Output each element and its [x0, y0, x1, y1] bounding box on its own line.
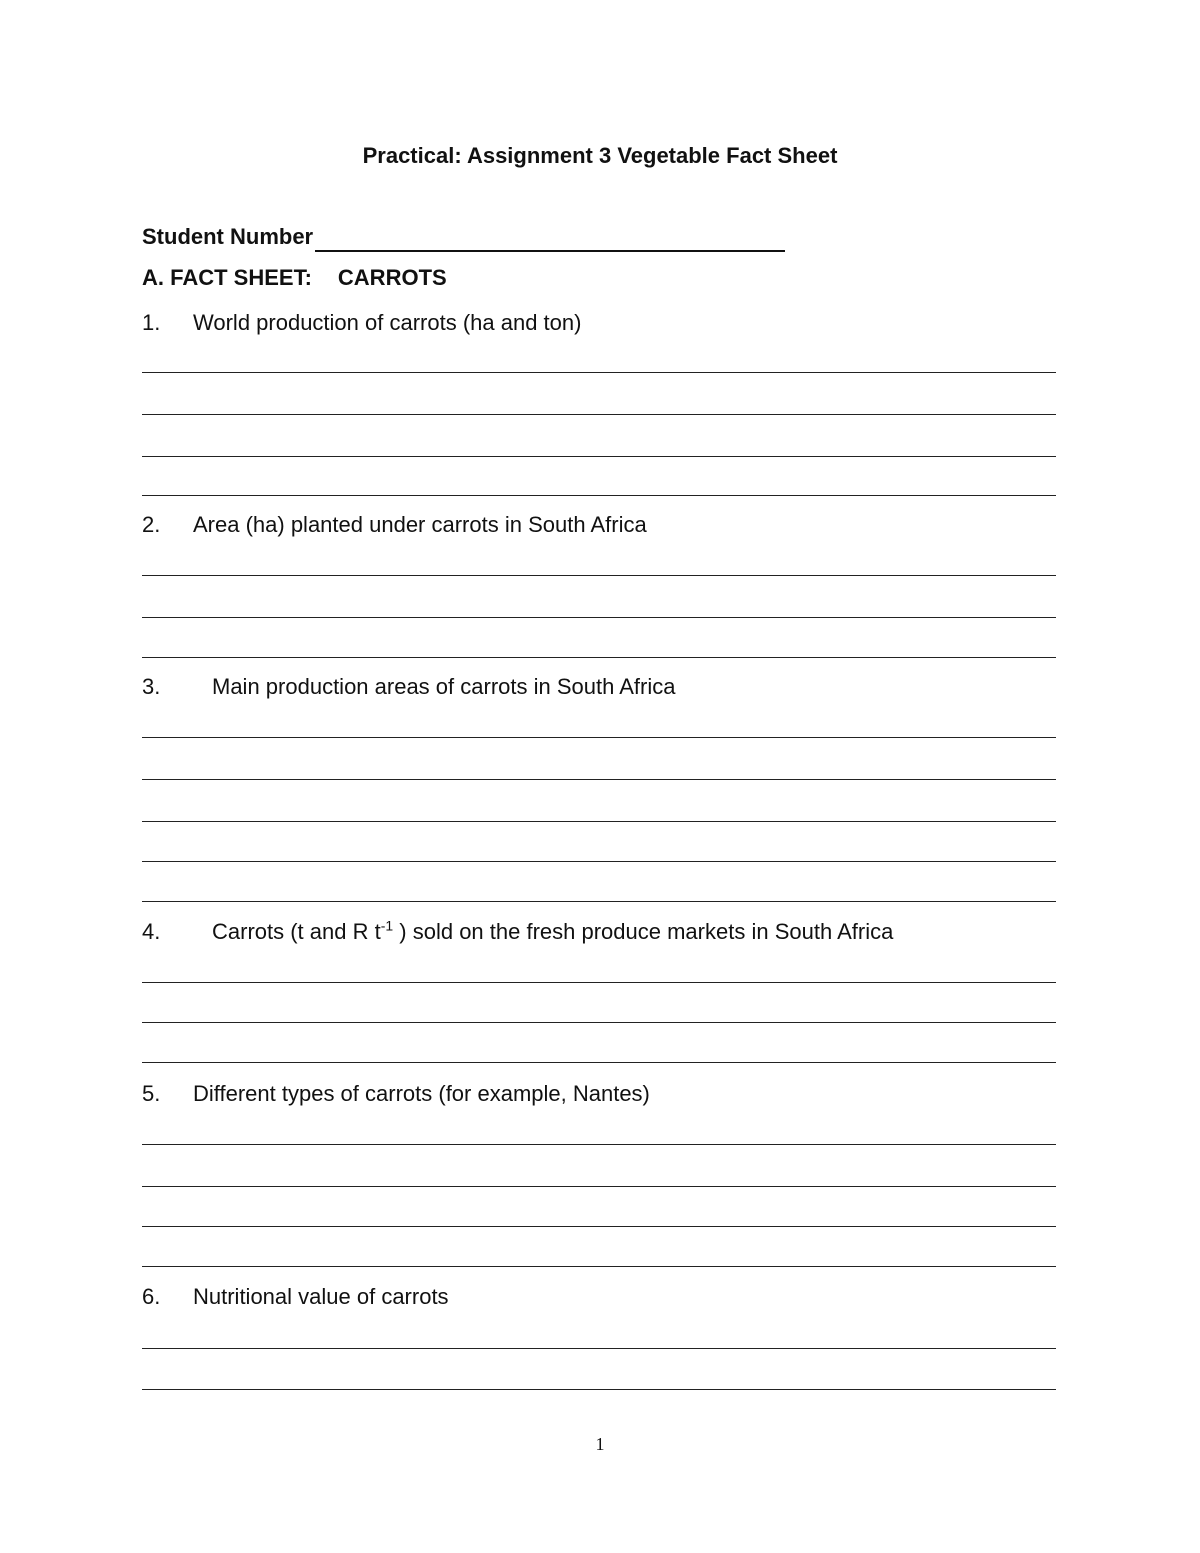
- answer-line[interactable]: [142, 414, 1056, 415]
- student-number-field[interactable]: [315, 226, 785, 252]
- page-title: Practical: Assignment 3 Vegetable Fact Sheet: [362, 143, 838, 168]
- question-text-part: ) sold on the fresh produce markets in South Africa: [393, 919, 894, 944]
- question-number: 2.: [142, 512, 161, 537]
- question-text-part: Carrots (t and R t: [212, 919, 381, 944]
- answer-line[interactable]: [142, 1348, 1056, 1349]
- question-6: [142, 1282, 449, 1312]
- section-crop: CARROTS: [337, 265, 447, 290]
- answer-line[interactable]: [142, 737, 1056, 738]
- question-3: [142, 672, 676, 702]
- question-text: Main production areas of carrots in South Africa: [212, 674, 676, 699]
- question-5: [142, 1079, 650, 1109]
- answer-line[interactable]: [142, 1062, 1056, 1063]
- question-2: [142, 510, 647, 540]
- question-1: [142, 308, 582, 338]
- answer-line[interactable]: [142, 861, 1056, 862]
- answer-line[interactable]: [142, 1022, 1056, 1023]
- answer-line[interactable]: [142, 495, 1056, 496]
- question-number: 4.: [142, 919, 161, 944]
- question-number: 3.: [142, 674, 161, 699]
- section-heading: [142, 263, 447, 293]
- answer-line[interactable]: [142, 1144, 1056, 1145]
- question-number: 5.: [142, 1081, 161, 1106]
- answer-line[interactable]: [142, 1226, 1056, 1227]
- answer-line[interactable]: [142, 901, 1056, 902]
- question-number: 1.: [142, 310, 161, 335]
- question-4: [142, 917, 894, 947]
- answer-line[interactable]: [142, 657, 1056, 658]
- question-text: Area (ha) planted under carrots in South Africa: [193, 512, 647, 537]
- answer-line[interactable]: [142, 456, 1056, 457]
- question-number: 6.: [142, 1284, 161, 1309]
- question-text: Different types of carrots (for example, Nantes): [193, 1081, 650, 1106]
- section-label: A. FACT SHEET:: [142, 265, 312, 290]
- answer-line[interactable]: [142, 1266, 1056, 1267]
- unit-superscript: -1: [380, 917, 394, 934]
- student-number-row: [142, 222, 785, 252]
- question-text: [212, 917, 893, 947]
- answer-line[interactable]: [142, 372, 1056, 373]
- answer-line[interactable]: [142, 1389, 1056, 1390]
- question-text: Nutritional value of carrots: [193, 1284, 449, 1309]
- answer-line[interactable]: [142, 617, 1056, 618]
- answer-line[interactable]: [142, 821, 1056, 822]
- answer-line[interactable]: [142, 982, 1056, 983]
- answer-line[interactable]: [142, 575, 1056, 576]
- student-number-label: Student Number: [142, 224, 314, 249]
- page-number: 1: [595, 1434, 605, 1454]
- answer-line[interactable]: [142, 779, 1056, 780]
- question-text: World production of carrots (ha and ton): [193, 310, 582, 335]
- answer-line[interactable]: [142, 1186, 1056, 1187]
